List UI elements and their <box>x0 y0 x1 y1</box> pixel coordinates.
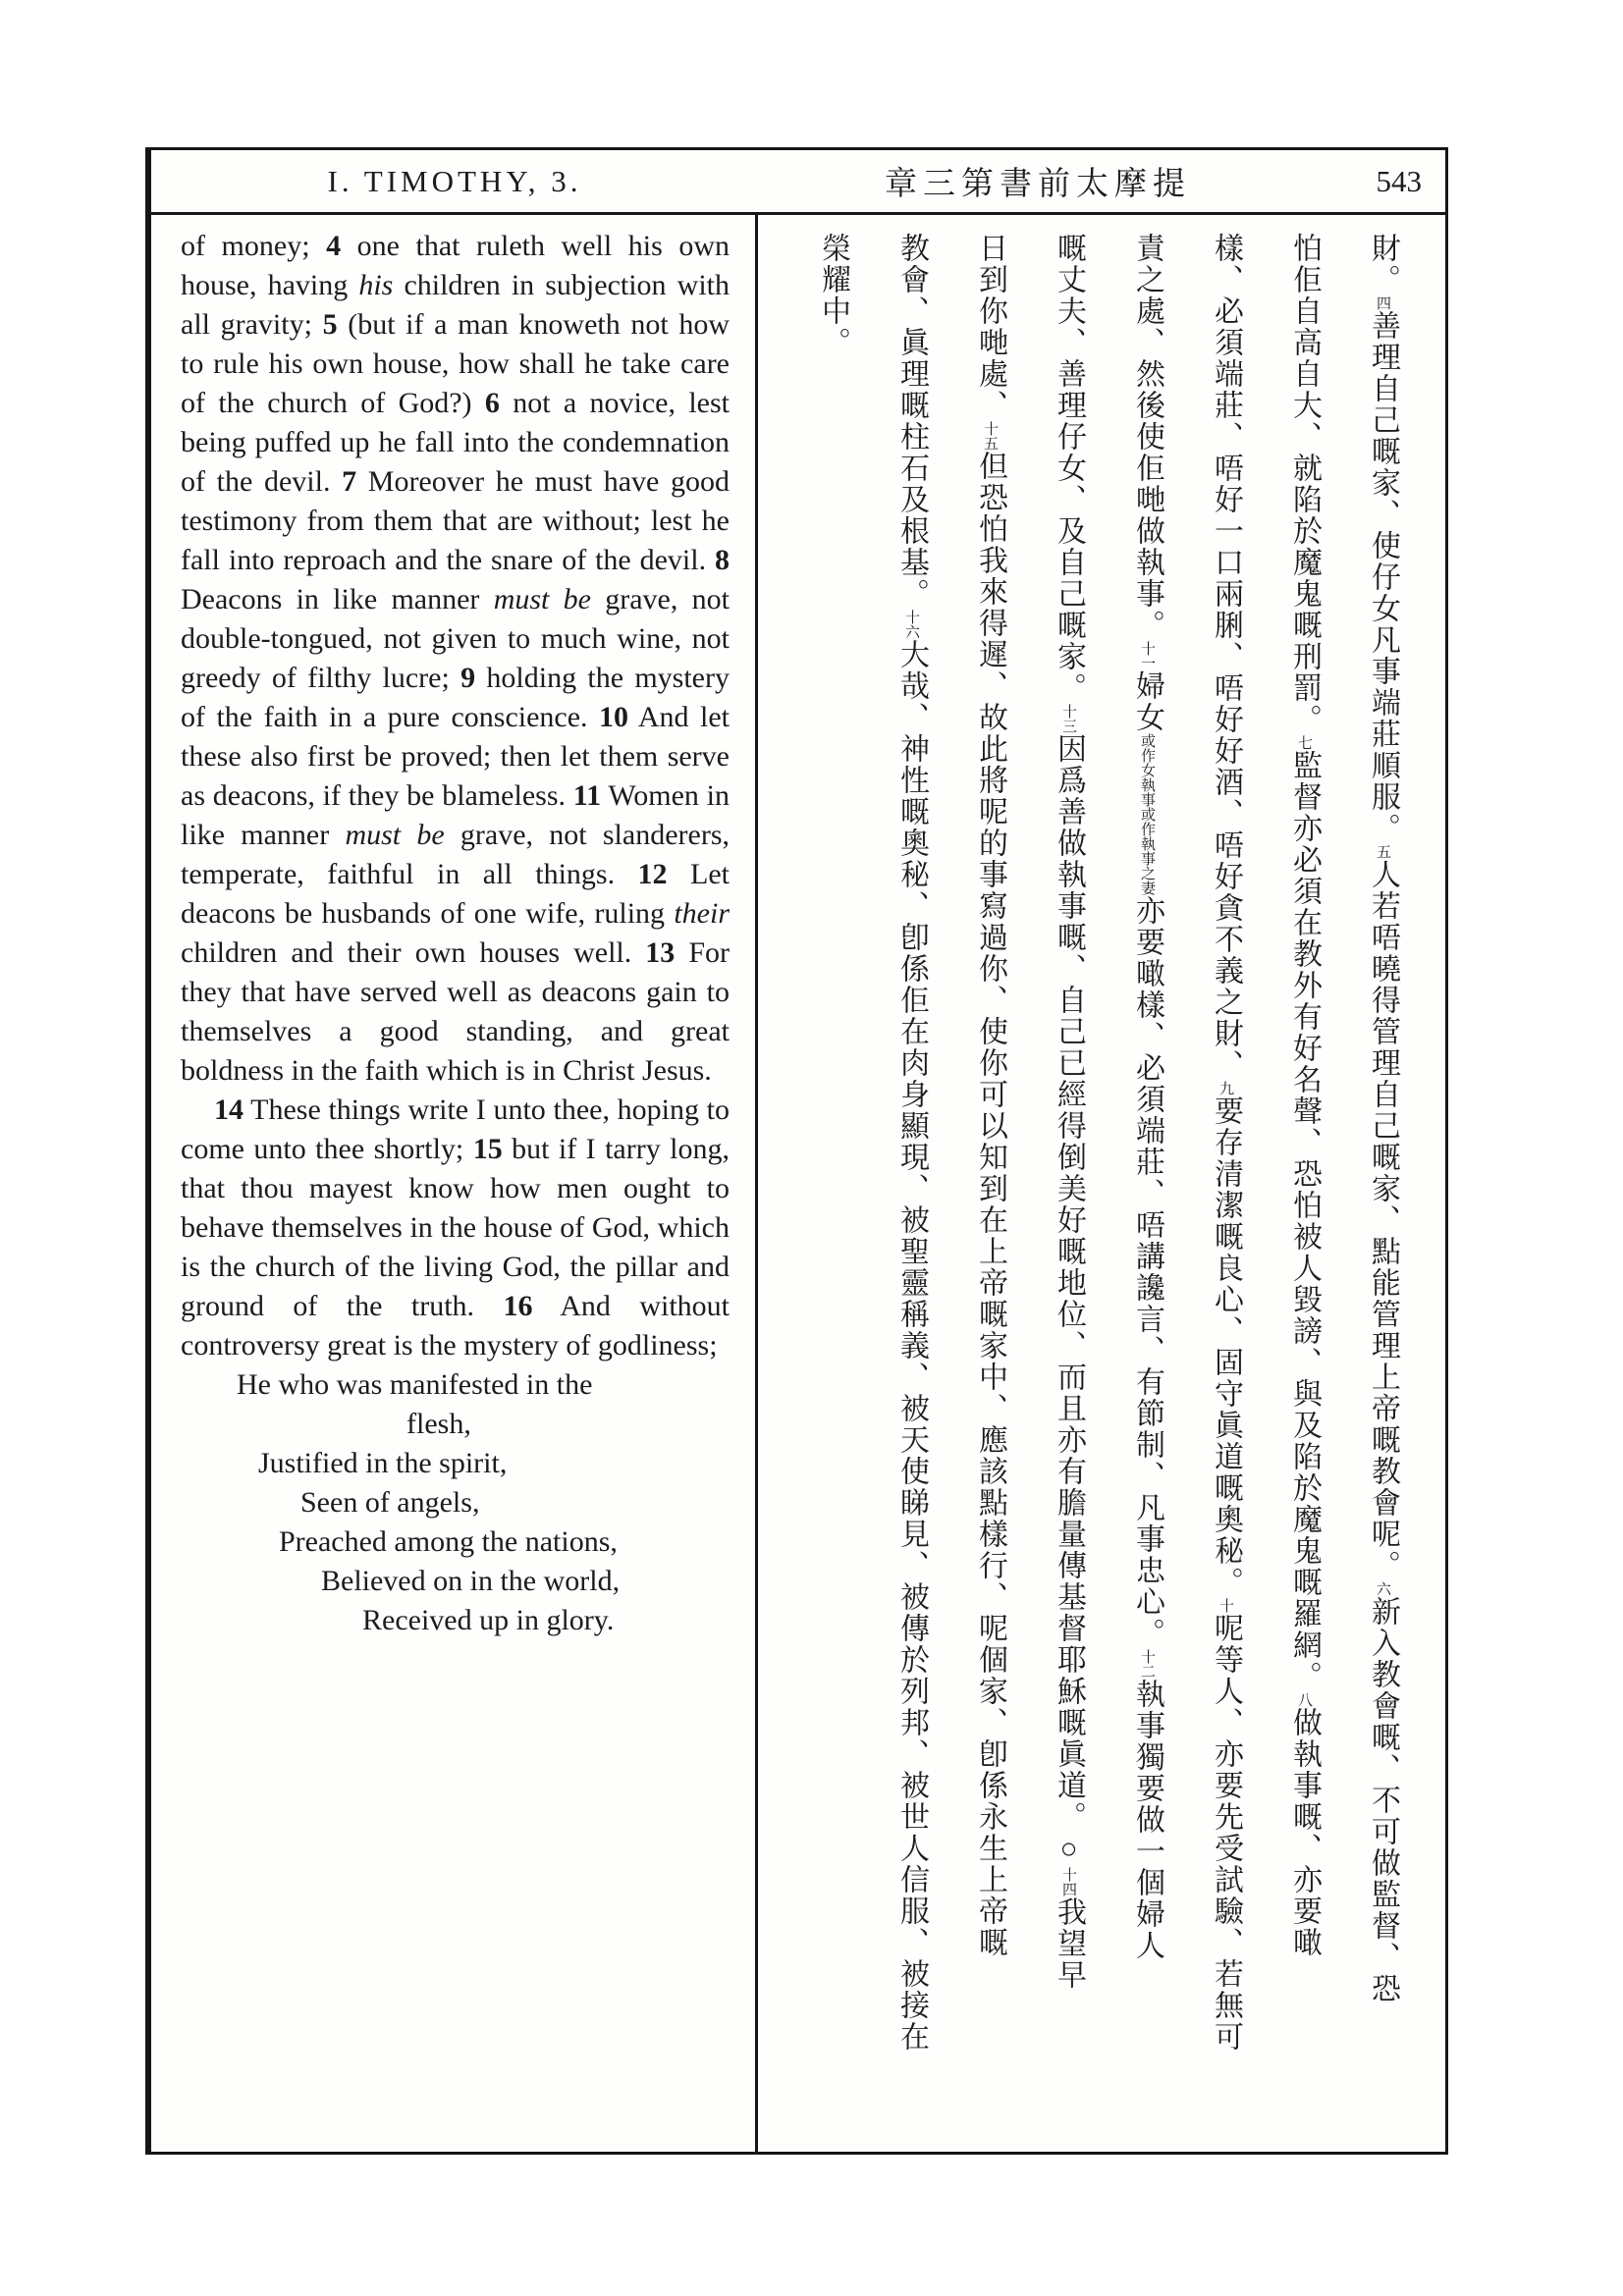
verse-text: 嘅丈夫、善理仔女、及自己嘅家。 <box>1053 233 1085 704</box>
verse-text: 做執事嘅、亦要噉 <box>1288 1707 1321 1958</box>
verse-text: their <box>674 897 730 930</box>
verse-number-note: 十三 <box>1060 704 1076 733</box>
verse-text: 財。 <box>1367 233 1399 295</box>
verse-text: 日到你哋處、 <box>974 233 1006 421</box>
verse-text: must be <box>493 583 591 615</box>
verse-number-note: 六 <box>1375 1581 1390 1596</box>
verse-text: children and their own houses well. <box>181 936 646 969</box>
verse-text: 亦要噉樣、必須端莊、唔講讒言、有節制、凡事忠心。 <box>1131 895 1163 1649</box>
header-title-chinese: 章三第書前太摩提 <box>885 167 1191 202</box>
english-column <box>151 215 758 2152</box>
verse-text: (but if a man knoweth not how to rule his own house, how shall he take care of the church of God?) <box>181 308 730 419</box>
verse-text: Women in like manner <box>181 779 730 851</box>
verse-number-note: 十一 <box>1139 641 1155 670</box>
verse-text: Moreover he must have good testimony from them that are without; lest he fall into reproach and the snare of the devil. <box>181 465 730 576</box>
verse-number: 6 <box>484 387 500 419</box>
chinese-text-column <box>1265 233 1343 2134</box>
chinese-text-column <box>872 233 950 2134</box>
page-header <box>151 150 1445 215</box>
verse-text: 教會、眞理嘅柱石及根基。 <box>895 233 928 610</box>
verse-text: 責之處、然後使佢哋做執事。 <box>1131 233 1163 641</box>
verse-text: grave, not slanderers, temperate, faithful in all things. <box>181 819 730 890</box>
verse-text: 大哉、神性嘅奧秘、卽係佢在肉身顯現、被聖靈稱義、被天使睇見、被傳於列邦、被世人信服、被接在 <box>895 639 928 2053</box>
verse-text: 新入教會嘅、不可做監督、恐 <box>1367 1596 1399 2004</box>
verse-text: 人若唔曉得管理自己嘅家、點能管理上帝嘅教會呢。 <box>1367 859 1399 1581</box>
verse-text: And without controversy great is the mystery of godliness; <box>181 1290 730 1362</box>
verse-text: 因爲善做執事嘅、自己已經得倒美好嘅地位、而且亦有膽量傳基督耶穌嘅眞道。○ <box>1053 733 1085 1867</box>
verse-number-note: 十二 <box>1139 1649 1155 1679</box>
verse-number: 7 <box>342 465 357 498</box>
chinese-text-column <box>950 233 1029 2134</box>
poetry-line: He who was manifested in the <box>237 1368 593 1401</box>
chinese-text-column <box>1029 233 1108 2134</box>
verse-text: grave, not double-tongued, not given to much wine, not greedy of filthy lucre; <box>181 583 730 694</box>
verse-number-note: 十五 <box>982 421 998 451</box>
verse-number: 4 <box>326 230 342 262</box>
verse-number-note: 十四 <box>1060 1867 1076 1896</box>
verse-text: 但恐怕我來得遲、故此將呢的事寫過你、使你可以知到在上帝嘅家中、應該點樣行、呢個家、卽係永生上帝嘅 <box>974 451 1006 1958</box>
verse-number: 11 <box>572 779 602 812</box>
verse-text: 呢等人、亦要先受試驗、若無可 <box>1210 1613 1242 2053</box>
verse-number: 13 <box>645 936 676 969</box>
verse-number-note: 五 <box>1375 844 1390 859</box>
verse-text: 我望早 <box>1053 1896 1085 1991</box>
verse-text: but if I tarry long, that thou mayest know how men ought to behave themselves in the house of God, which is the church of the living God, the pillar and ground of the truth. <box>181 1133 730 1322</box>
verse-text: not a novice, lest being puffed up he fall into the condemnation of the devil. <box>181 387 730 498</box>
verse-number-note: 十 <box>1217 1598 1233 1613</box>
verse-text: Deacons in like manner <box>181 583 494 615</box>
verse-text: These things write I unto thee, hoping to come unto thee shortly; <box>181 1094 730 1165</box>
poetry-line: Justified in the spirit, <box>258 1447 508 1479</box>
poetry-line: Seen of angels, <box>300 1486 480 1519</box>
poetry-line: Preached among the nations, <box>279 1525 618 1558</box>
verse-number: 8 <box>715 544 730 576</box>
verse-number: 14 <box>214 1094 243 1126</box>
verse-number-note: 九 <box>1217 1081 1233 1095</box>
verse-text: And let these also first be proved; then let them serve as deacons, if they be blameless. <box>181 701 730 812</box>
verse-number: 10 <box>599 701 629 733</box>
verse-number-note: 七 <box>1296 735 1312 750</box>
poetry-line: flesh, <box>406 1408 471 1440</box>
verse-text: 要存清潔嘅良心、固守眞道嘅奧秘。 <box>1210 1095 1242 1598</box>
verse-number-note: 八 <box>1296 1692 1312 1707</box>
page-frame <box>145 147 1448 2155</box>
verse-text: holding the mystery of the faith in a pure conscience. <box>181 662 730 733</box>
chinese-text-column <box>1186 233 1265 2134</box>
verse-text: must be <box>345 819 445 851</box>
verse-number: 15 <box>472 1133 503 1165</box>
verse-text: 監督亦必須在教外有好名聲、恐怕被人毀謗、與及陷於魔鬼嘅羅網。 <box>1288 750 1321 1692</box>
poetry-line: Believed on in the world, <box>321 1565 621 1597</box>
verse-text: 榮耀中。 <box>817 233 849 358</box>
verse-number: 12 <box>637 858 668 890</box>
chinese-text-column <box>1108 233 1186 2134</box>
page-body <box>151 215 1445 2152</box>
page-number: 543 <box>1376 163 1422 198</box>
verse-text: 怕佢自高自大、就陷於魔鬼嘅刑罰。 <box>1288 233 1321 735</box>
verse-number: 5 <box>322 308 338 341</box>
chinese-text-column <box>793 233 872 2134</box>
verse-text: 執事獨要做一個婦人 <box>1131 1679 1163 1961</box>
verse-text: of money; <box>181 230 327 262</box>
verse-text: Let deacons be husbands of one wife, ruling <box>181 858 730 930</box>
verse-text: 樣、必須端莊、唔好一口兩脷、唔好好酒、唔好貪不義之財、 <box>1210 233 1242 1081</box>
poetry-line: Received up in glory. <box>362 1604 615 1636</box>
verse-text: 善理自己嘅家、使仔女凡事端莊順服。 <box>1367 310 1399 844</box>
english-paragraph <box>181 227 730 1091</box>
verse-number-note: 四 <box>1375 295 1390 310</box>
verse-number-note: 或作女執事或作執事之妻 <box>1139 733 1155 895</box>
english-paragraph <box>181 1091 730 1365</box>
verse-text: For they that have served well as deacons gain to themselves a good standing, and great boldness in the faith which is in Christ Jesus. <box>181 936 730 1087</box>
verse-text: children in subjection with all gravity; <box>181 269 730 341</box>
verse-text: one that ruleth well his own house, having <box>181 230 730 301</box>
chinese-column-area <box>758 215 1445 2152</box>
verse-text: his <box>358 269 394 301</box>
verse-number: 9 <box>460 662 476 694</box>
verse-number-note: 十六 <box>903 610 919 639</box>
chinese-text-column <box>1343 233 1422 2134</box>
verse-number: 16 <box>503 1290 533 1322</box>
header-title-english: I. TIMOTHY, 3. <box>327 163 582 198</box>
verse-text: 婦女 <box>1131 670 1163 733</box>
